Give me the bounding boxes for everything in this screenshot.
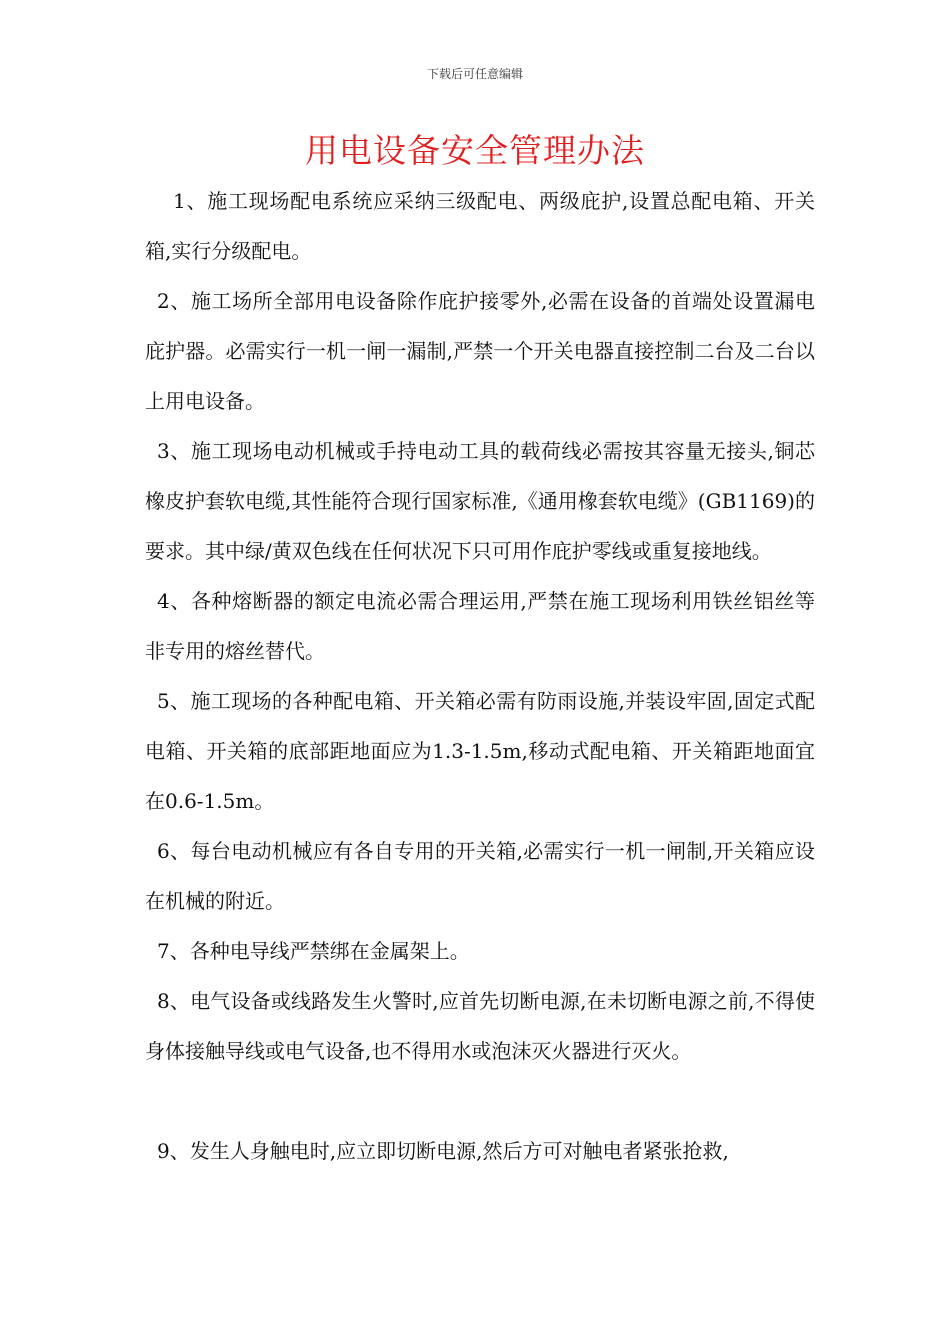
paragraph-gap bbox=[145, 1076, 815, 1126]
paragraph-6: 6、每台电动机械应有各自专用的开关箱,必需实行一机一闸制,开关箱应设在机械的附近。 bbox=[145, 839, 815, 913]
paragraph-3: 3、施工现场电动机械或手持电动工具的载荷线必需按其容量无接头,铜芯橡皮护套软电缆,其性能符合现行国家标准,《通用橡套软电缆》(GB1169)的要求。其中绿/黄双色线在任何状况下只可用作庇护零线或重复接地线。 bbox=[145, 439, 815, 563]
paragraph-1: 1、施工现场配电系统应采纳三级配电、两级庇护,设置总配电箱、开关箱,实行分级配电。 bbox=[145, 189, 815, 263]
header-note: 下载后可任意编辑 bbox=[426, 67, 523, 81]
paragraph-5: 5、施工现场的各种配电箱、开关箱必需有防雨设施,并装设牢固,固定式配电箱、开关箱的底部距地面应为1.3-1.5m,移动式配电箱、开关箱距地面宜在0.6-1.5m。 bbox=[145, 689, 815, 813]
paragraph-2: 2、施工场所全部用电设备除作庇护接零外,必需在设备的首端处设置漏电庇护器。必需实行一机一闸一漏制,严禁一个开关电器直接控制二台及二台以上用电设备。 bbox=[145, 289, 815, 413]
paragraph-8: 8、电气设备或线路发生火警时,应首先切断电源,在未切断电源之前,不得使身体接触导线或电气设备,也不得用水或泡沫灭火器进行灭火。 bbox=[145, 989, 815, 1063]
document-body bbox=[145, 176, 815, 1176]
document-title: 用电设备安全管理办法 bbox=[305, 131, 645, 170]
paragraph-7: 7、各种电导线严禁绑在金属架上。 bbox=[157, 939, 470, 963]
paragraph-9: 9、发生人身触电时,应立即切断电源,然后方可对触电者紧张抢救, bbox=[157, 1139, 729, 1163]
paragraph-4: 4、各种熔断器的额定电流必需合理运用,严禁在施工现场利用铁丝铝丝等非专用的熔丝替代。 bbox=[145, 589, 815, 663]
